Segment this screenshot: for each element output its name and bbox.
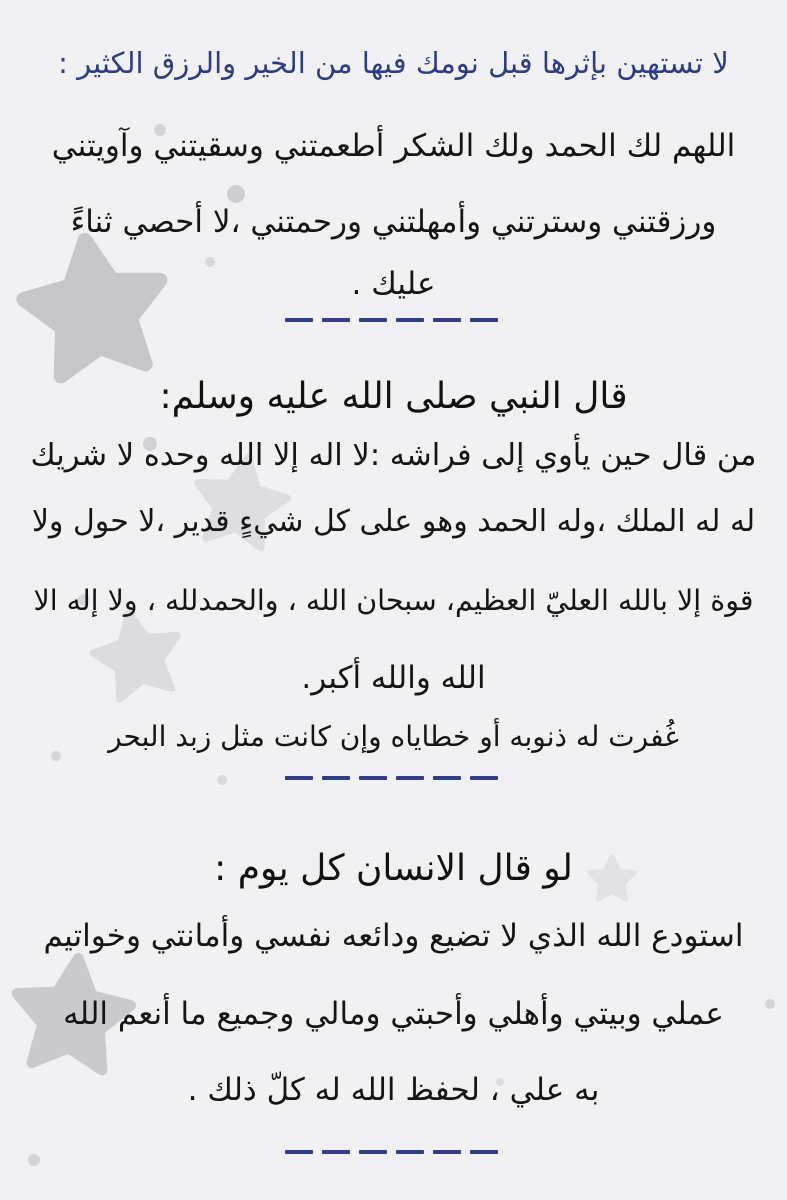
section-divider [285,1150,500,1156]
section2-heading: قال النبي صلى الله عليه وسلم: [159,376,628,417]
section3-line-3: به علي ، لحفظ الله له كلّ ذلك . [187,1072,600,1108]
section3-line-1: استودع الله الذي لا تضيع ودائعه نفسي وأمانتي وخواتيم [43,918,744,954]
section2-line-2: له له الملك ،وله الحمد وهو على كل شيءٍ قدير ،لا حول ولا [31,504,756,539]
section2-line-5: غُفرت له ذنوبه أو خطاياه وإن كانت مثل زبد البحر [108,720,679,753]
section2-line-3: قوة إلا بالله العليّ العظيم، سبحان الله ، والحمدلله ، ولا إله الا [33,584,754,617]
dua1-line-3: عليك . [351,266,436,302]
dua1-line-1: اللهم لك الحمد ولك الشكر أطعمتني وسقيتني وآويتني [51,128,736,164]
dua1-line-2: ورزقتني وسترتني وأمهلتني ورحمتني ،لا أحصي ثناءً [70,204,717,240]
section-divider [285,776,500,782]
section2-line-4: الله والله أكبر. [301,660,486,696]
section3-heading: لو قال الانسان كل يوم : [214,848,573,889]
section-divider [285,318,500,324]
intro-text: لا تستهين بإثرها قبل نومك فيها من الخير والرزق الكثير : [58,46,729,80]
section2-line-1: من قال حين يأوي إلى فراشه :لا اله إلا الله وحده لا شريك [30,438,757,473]
section3-line-2: عملي وبيتي وأهلي وأحبتي ومالي وجميع ما أنعم الله [63,996,724,1032]
